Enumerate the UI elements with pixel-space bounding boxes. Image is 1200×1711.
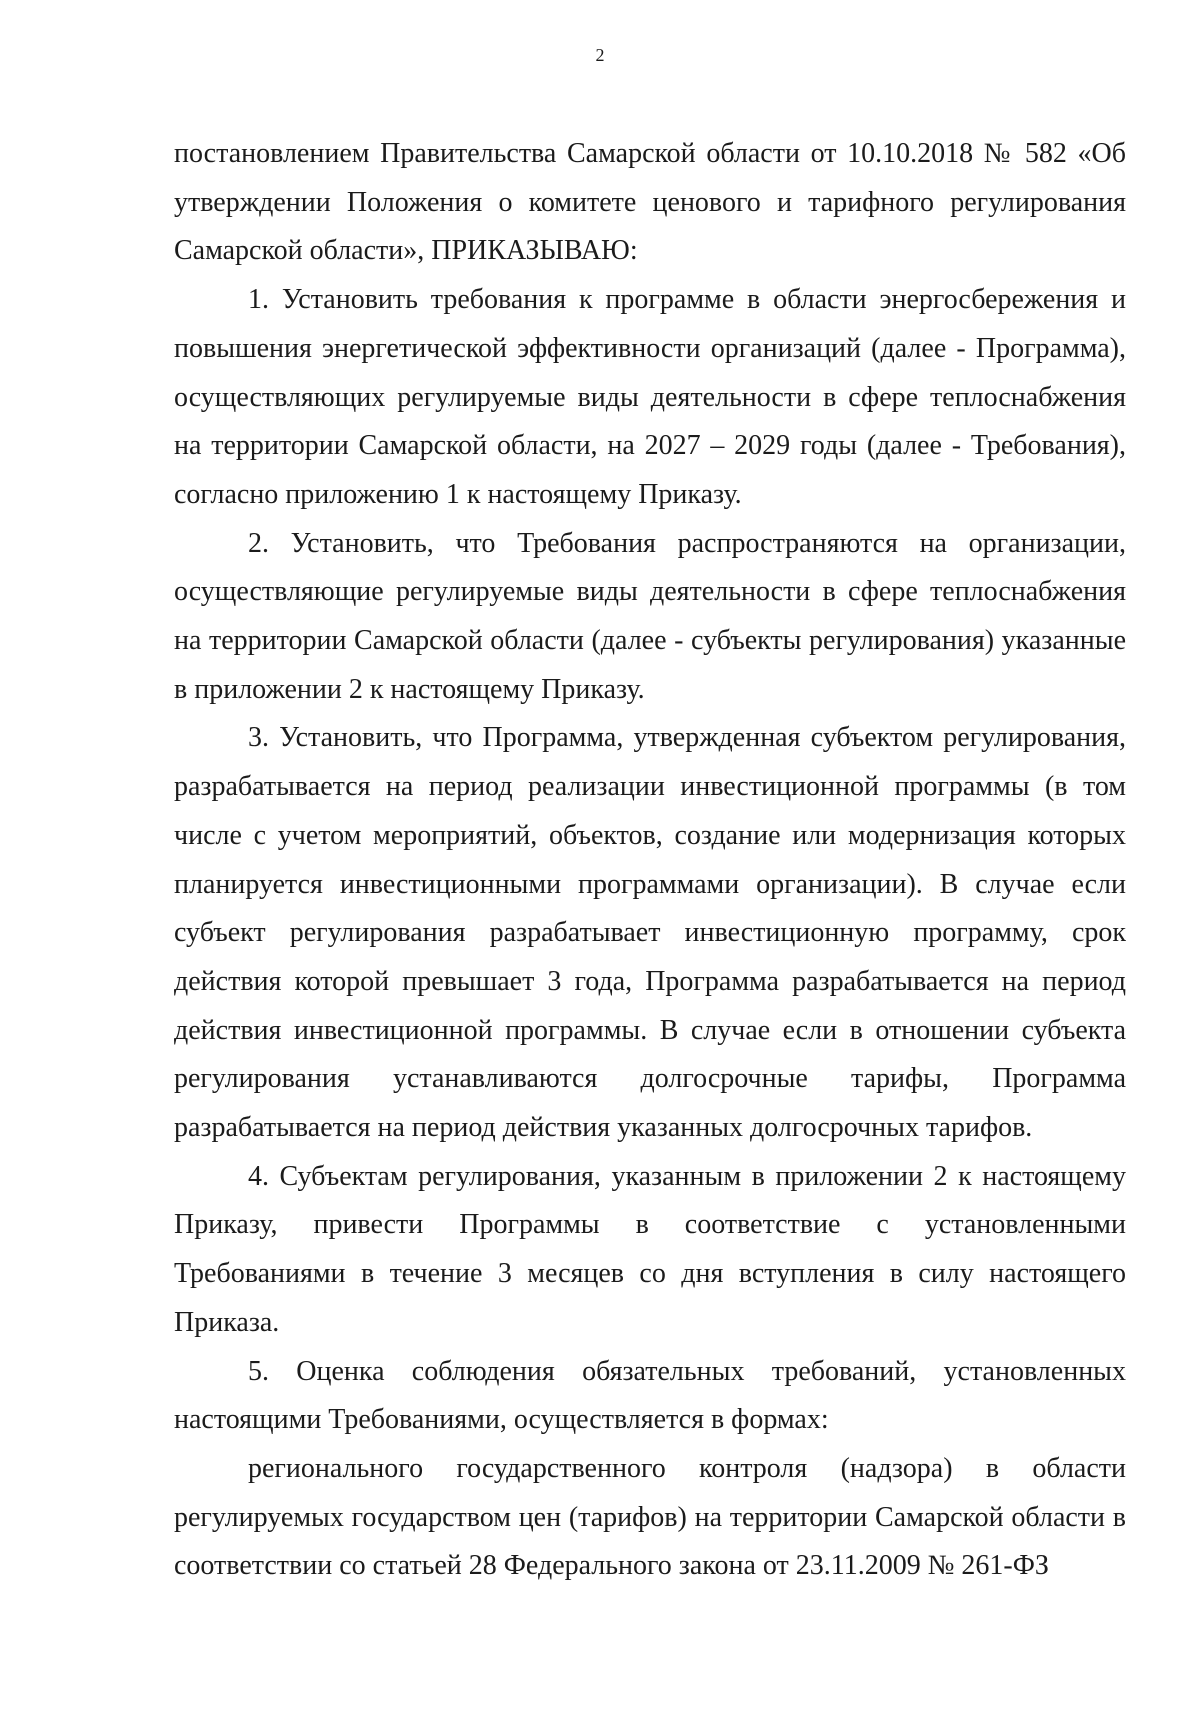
document-body	[174, 130, 1126, 1591]
paragraph-item-5-subitem: регионального государственного контроля (надзора) в области регулируемых государством цен (тарифов) на территории Самарской области в соответствии со статьей 28 Федерального закона от 23.11.2009 № 261-ФЗ	[174, 1452, 1126, 1582]
page-number: 2	[595, 45, 605, 65]
paragraph-item-5: 5. Оценка соблюдения обязательных требований, установленных настоящими Требованиями, осуществляется в формах:	[174, 1355, 1126, 1436]
paragraph-item-2: 2. Установить, что Требования распространяются на организации, осуществляющие регулируемые виды деятельности в сфере теплоснабжения на территории Самарской области (далее - субъекты регулирования) указанные в приложении 2 к настоящему Приказу.	[174, 527, 1126, 705]
paragraph-item-4: 4. Субъектам регулирования, указанным в приложении 2 к настоящему Приказу, привести Программы в соответствие с установленными Требованиями в течение 3 месяцев со дня вступления в силу настоящего Приказа.	[174, 1160, 1126, 1338]
paragraph-item-3: 3. Установить, что Программа, утвержденная субъектом регулирования, разрабатывается на период реализации инвестиционной программы (в том числе с учетом мероприятий, объектов, создание или модернизация которых планируется инвестиционными программами организации). В случае если субъект регулирования разрабатывает инвестиционную программу, срок действия которой превышает 3 года, Программа разрабатывается на период действия инвестиционной программы. В случае если в отношении субъекта регулирования устанавливаются долгосрочные тарифы, Программа разрабатывается на период действия указанных долгосрочных тарифов.	[174, 722, 1126, 1144]
paragraph-item-1: 1. Установить требования к программе в области энергосбережения и повышения энергетической эффективности организаций (далее - Программа), осуществляющих регулируемые виды деятельности в сфере теплоснабжения на территории Самарской области, на 2027 – 2029 годы (далее - Требования), согласно приложению 1 к настоящему Приказу.	[174, 284, 1126, 510]
paragraph-intro: постановлением Правительства Самарской области от 10.10.2018 № 582 «Об утверждении Положения о комитете ценового и тарифного регулирования Самарской области», ПРИКАЗЫВАЮ:	[174, 138, 1126, 267]
